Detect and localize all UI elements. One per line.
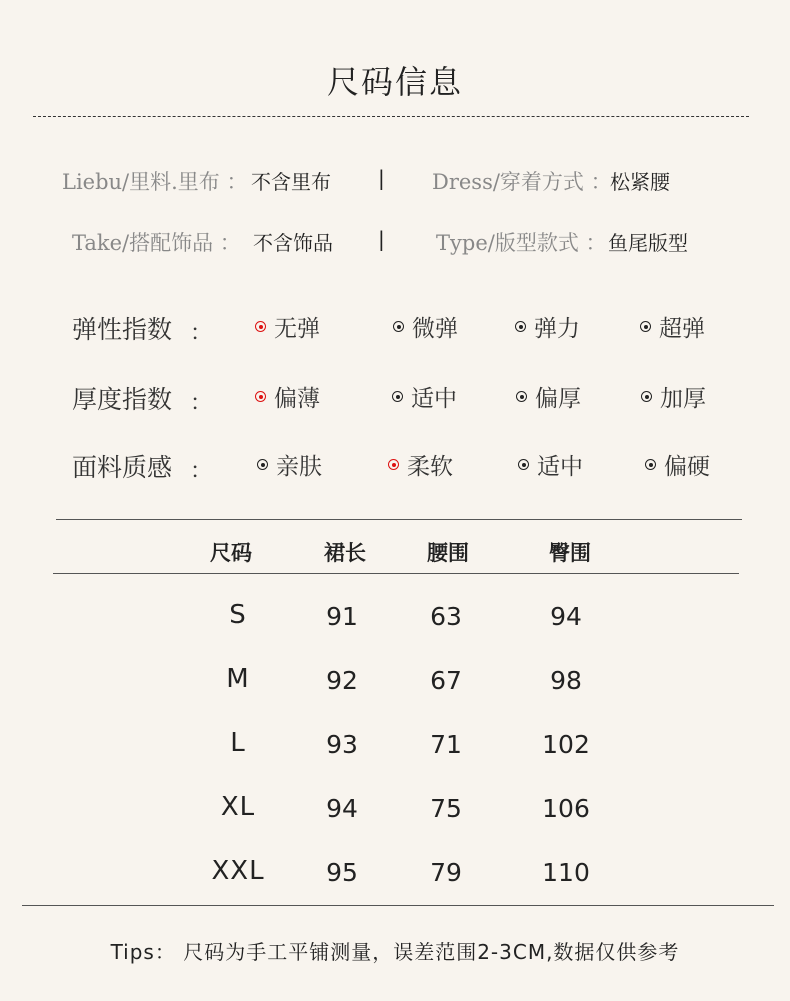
option-super-stretch[interactable] bbox=[640, 310, 705, 343]
cell-skirt-length: 92 bbox=[326, 666, 358, 695]
option-thin[interactable] bbox=[255, 380, 320, 413]
option-label: 偏厚 bbox=[535, 386, 581, 412]
option-label: 亲肤 bbox=[276, 454, 322, 480]
info-row-take bbox=[0, 227, 790, 257]
table-top-rule bbox=[56, 519, 742, 520]
radio-icon bbox=[641, 391, 652, 402]
lining-value: 不含里布 bbox=[251, 170, 331, 194]
dress-value: 松紧腰 bbox=[610, 170, 670, 194]
thickness-label: 厚度指数 bbox=[72, 385, 173, 414]
radio-icon bbox=[516, 391, 527, 402]
cell-waist: 71 bbox=[430, 730, 462, 759]
texture-label: 面料质感 bbox=[72, 453, 173, 482]
option-label: 微弹 bbox=[412, 316, 458, 342]
option-label: 适中 bbox=[537, 454, 583, 480]
cell-size: XL bbox=[220, 792, 256, 822]
option-label: 偏硬 bbox=[664, 454, 710, 480]
cell-waist: 75 bbox=[430, 794, 462, 823]
option-label: 无弹 bbox=[274, 316, 320, 342]
option-soft[interactable] bbox=[388, 448, 453, 481]
cell-skirt-length: 91 bbox=[326, 602, 358, 631]
option-label: 偏薄 bbox=[274, 386, 320, 412]
table-bottom-rule bbox=[22, 905, 774, 906]
lining-label: Liebu/里料.里布 ： bbox=[62, 170, 248, 194]
title-divider bbox=[33, 116, 749, 117]
attr-row-texture bbox=[0, 448, 790, 488]
texture-colon: ： bbox=[190, 459, 213, 484]
radio-icon bbox=[393, 321, 404, 332]
radio-selected-icon bbox=[255, 321, 266, 332]
info-separator: | bbox=[378, 227, 385, 251]
take-label: Take/搭配饰品 ： bbox=[72, 231, 241, 255]
tips-note: Tips： 尺码为手工平铺测量，误差范围2-3CM,数据仅供参考 bbox=[110, 940, 680, 964]
cell-waist: 79 bbox=[430, 858, 462, 887]
type-value: 鱼尾版型 bbox=[608, 231, 688, 255]
attr-row-thickness bbox=[0, 380, 790, 420]
header-waist: 腰围 bbox=[427, 540, 469, 565]
cell-hip: 98 bbox=[550, 666, 582, 695]
radio-icon bbox=[645, 459, 656, 470]
elasticity-colon: ： bbox=[190, 321, 213, 346]
option-label: 超弹 bbox=[659, 316, 705, 342]
header-skirt-length: 裙长 bbox=[324, 540, 366, 565]
option-label: 柔软 bbox=[407, 454, 453, 480]
option-medium[interactable] bbox=[392, 380, 457, 413]
cell-waist: 67 bbox=[430, 666, 462, 695]
cell-size: XXL bbox=[211, 856, 265, 886]
thickness-colon: ： bbox=[190, 391, 213, 416]
cell-skirt-length: 95 bbox=[326, 858, 358, 887]
cell-waist: 63 bbox=[430, 602, 462, 631]
cell-hip: 110 bbox=[542, 858, 590, 887]
option-hard[interactable] bbox=[645, 448, 710, 481]
info-separator: | bbox=[378, 166, 385, 190]
cell-skirt-length: 93 bbox=[326, 730, 358, 759]
cell-skirt-length: 94 bbox=[326, 794, 358, 823]
option-skin-friendly[interactable] bbox=[257, 448, 322, 481]
cell-size: S bbox=[229, 600, 247, 630]
cell-hip: 106 bbox=[542, 794, 590, 823]
radio-selected-icon bbox=[255, 391, 266, 402]
header-hip: 臀围 bbox=[549, 540, 591, 565]
cell-size: L bbox=[230, 728, 246, 758]
option-label: 适中 bbox=[411, 386, 457, 412]
header-size: 尺码 bbox=[210, 540, 252, 565]
option-stretch[interactable] bbox=[515, 310, 580, 343]
take-value: 不含饰品 bbox=[253, 231, 333, 255]
cell-hip: 102 bbox=[542, 730, 590, 759]
cell-hip: 94 bbox=[550, 602, 582, 631]
page-title: 尺码信息 bbox=[326, 63, 463, 101]
type-label: Type/版型款式 ： bbox=[436, 231, 607, 255]
dress-label: Dress/穿着方式 ： bbox=[432, 170, 612, 194]
info-row-lining bbox=[0, 166, 790, 196]
elasticity-label: 弹性指数 bbox=[72, 315, 173, 344]
option-moderate[interactable] bbox=[518, 448, 583, 481]
radio-icon bbox=[515, 321, 526, 332]
radio-icon bbox=[518, 459, 529, 470]
table-header-rule bbox=[53, 573, 739, 574]
option-thick[interactable] bbox=[516, 380, 581, 413]
radio-icon bbox=[640, 321, 651, 332]
radio-icon bbox=[392, 391, 403, 402]
radio-selected-icon bbox=[388, 459, 399, 470]
attr-row-elasticity bbox=[0, 310, 790, 350]
radio-icon bbox=[257, 459, 268, 470]
option-label: 加厚 bbox=[660, 386, 706, 412]
option-slight-stretch[interactable] bbox=[393, 310, 458, 343]
option-extra-thick[interactable] bbox=[641, 380, 706, 413]
cell-size: M bbox=[226, 664, 250, 694]
option-label: 弹力 bbox=[534, 316, 580, 342]
option-no-stretch[interactable] bbox=[255, 310, 320, 343]
